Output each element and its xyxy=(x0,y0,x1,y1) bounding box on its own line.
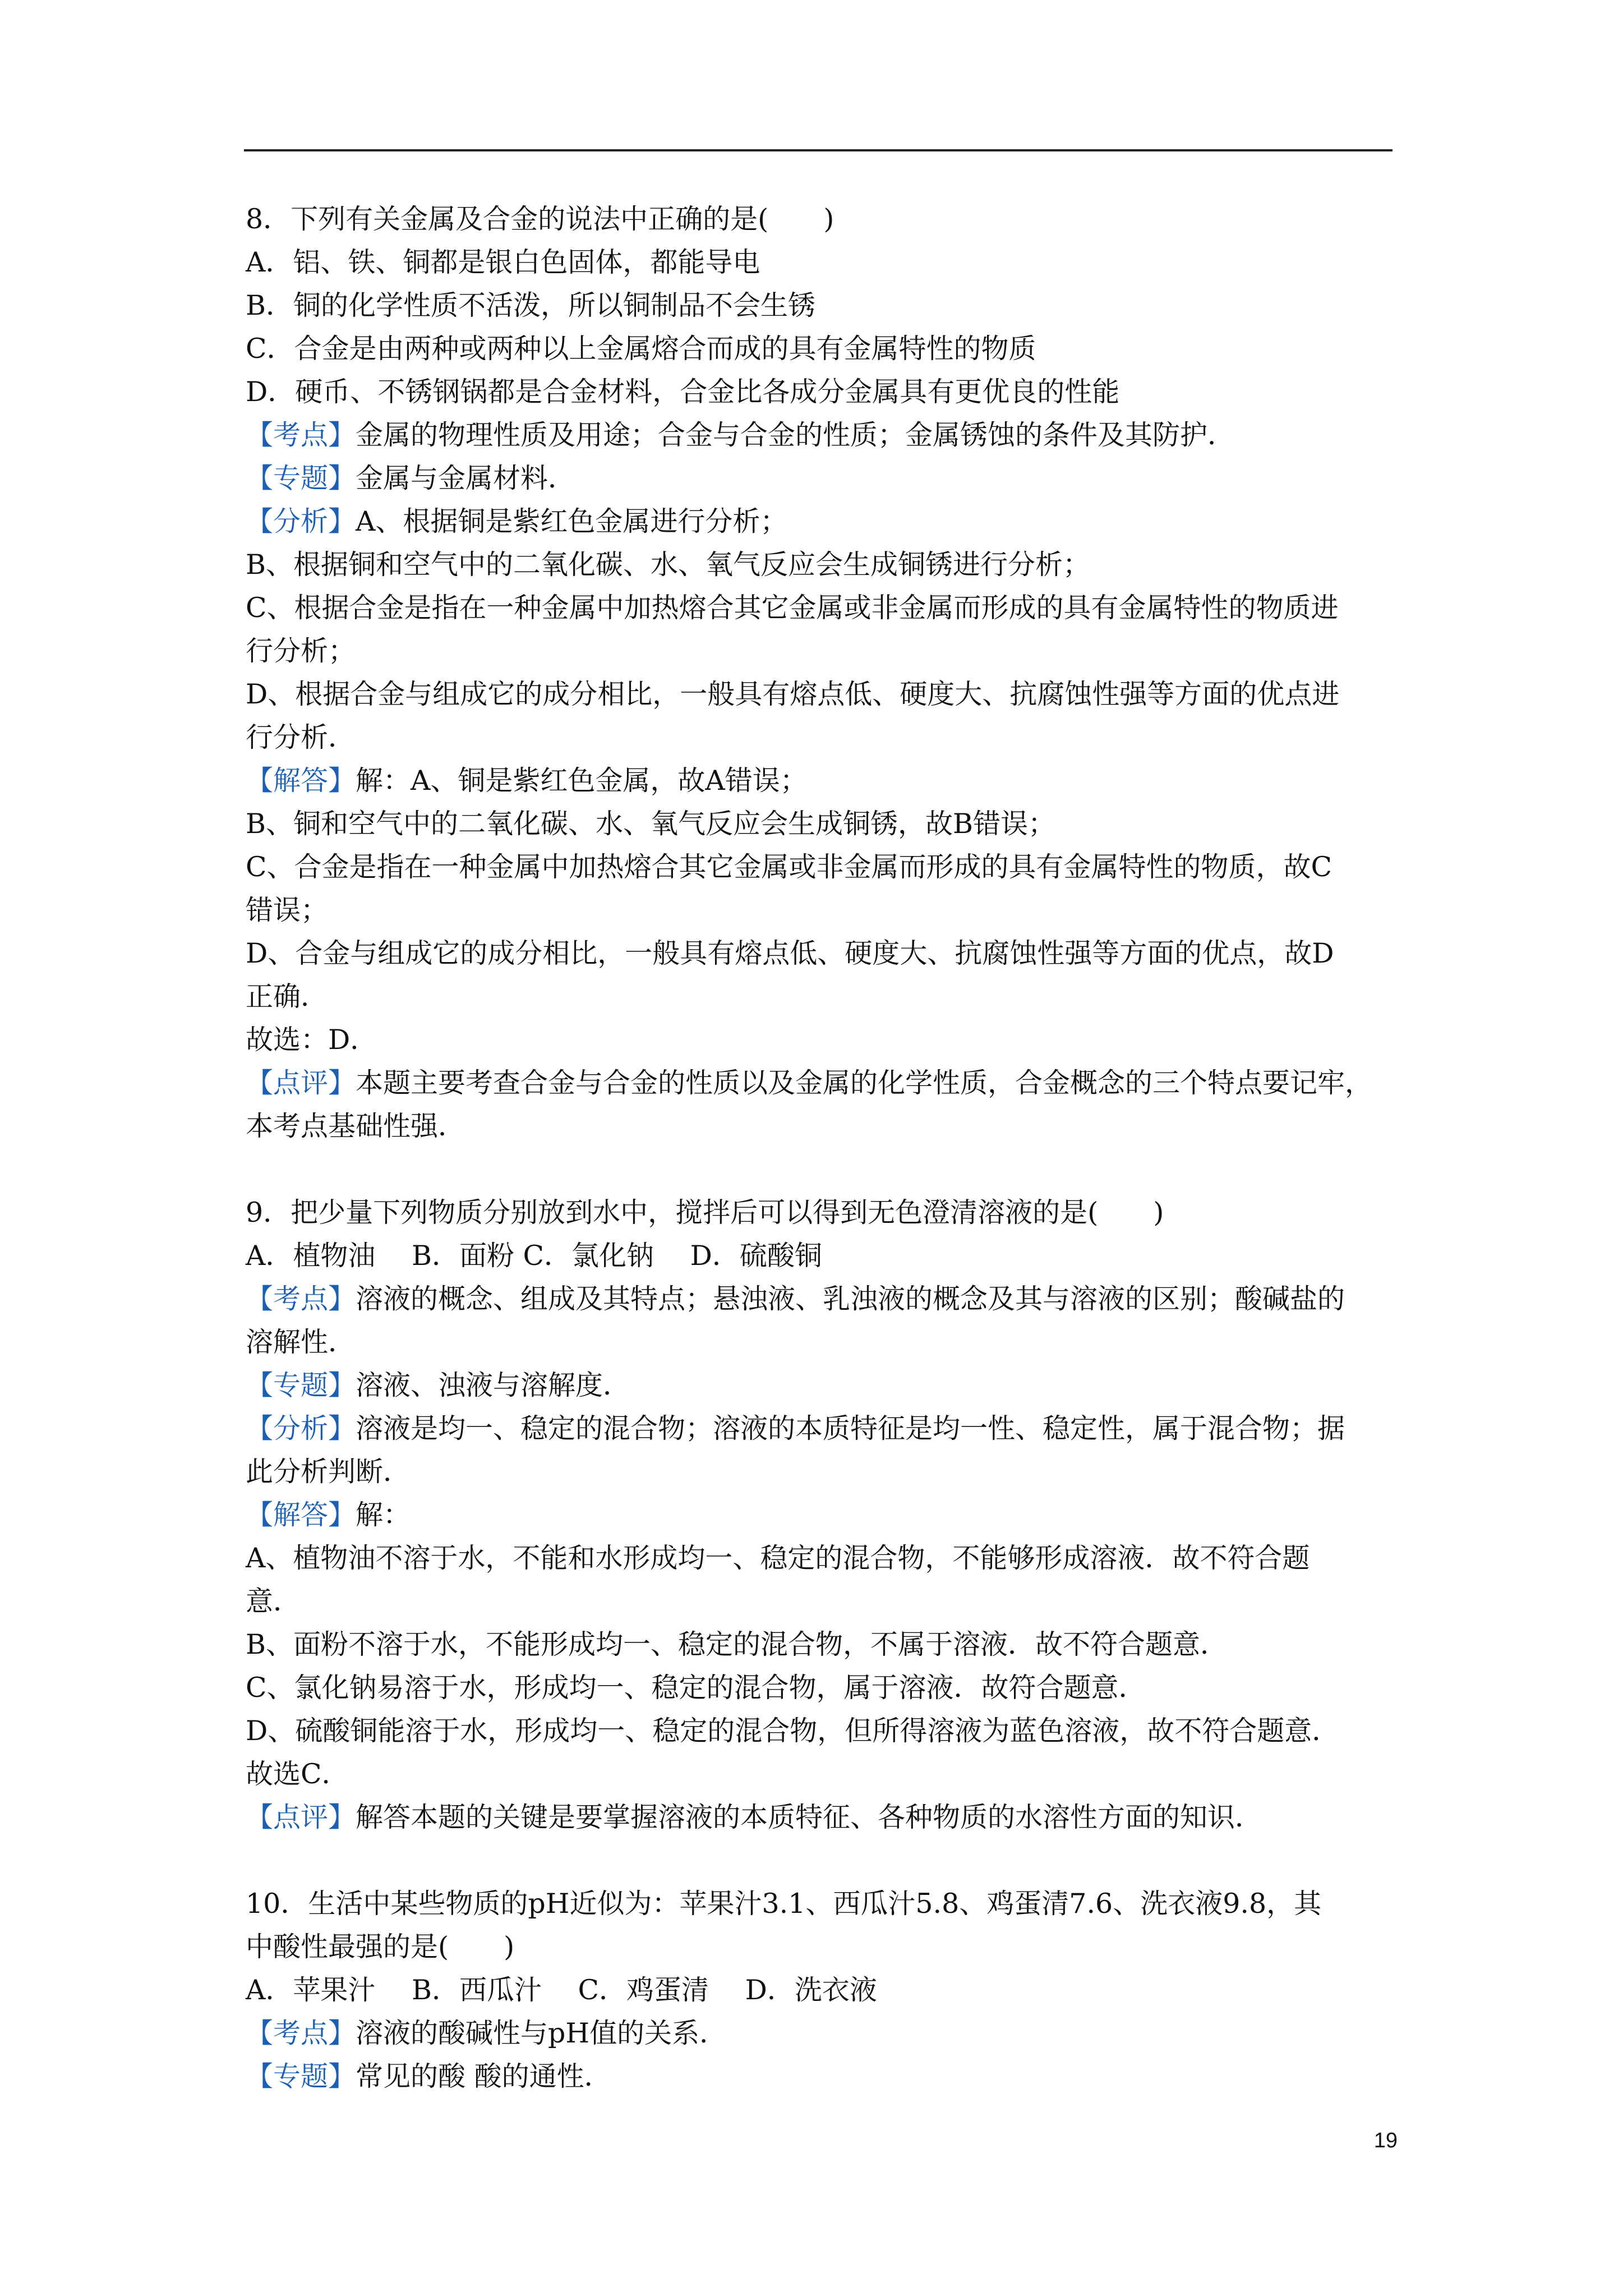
q8-jieda-line: 正确． xyxy=(246,981,329,1013)
q10-zhuanti-tag: 【专题】 xyxy=(246,2060,356,2092)
q8-fenxi xyxy=(246,500,1390,543)
q9-fenxi-line: 此分析判断． xyxy=(246,1456,411,1488)
q9-kaodian xyxy=(246,1277,1390,1320)
q9-dianping-tag: 【点评】 xyxy=(246,1801,356,1833)
q9-answer: 故选C． xyxy=(246,1758,349,1790)
q9-fenxi-tag: 【分析】 xyxy=(246,1412,356,1444)
q10-kaodian xyxy=(246,2012,1390,2055)
q8-fenxi-line: D、根据合金与组成它的成分相比，一般具有熔点低、硬度大、抗腐蚀性强等方面的优点进 xyxy=(246,678,1340,710)
q8-jieda-line: C、合金是指在一种金属中加热熔合其它金属或非金属而形成的具有金属特性的物质，故C xyxy=(246,851,1332,883)
q9-kaodian-line: 溶解性． xyxy=(246,1326,356,1358)
q9-stem: 9．把少量下列物质分别放到水中，搅拌后可以得到无色澄清溶液的是( ) xyxy=(246,1197,1164,1228)
q9-fenxi xyxy=(246,1407,1390,1450)
q8-jieda-tag: 【解答】 xyxy=(246,765,356,797)
spacer xyxy=(246,1839,1390,1882)
q8-kaodian xyxy=(246,413,1390,457)
q8-fenxi-line: 行分析． xyxy=(246,721,356,753)
page-content xyxy=(246,197,1390,2098)
q8-dianping-tag: 【点评】 xyxy=(246,1067,356,1099)
q9-jieda-text: 解： xyxy=(356,1499,411,1531)
q9-zhuanti-tag: 【专题】 xyxy=(246,1369,356,1401)
q9-dianping xyxy=(246,1796,1390,1839)
q8-fenxi-tag: 【分析】 xyxy=(246,505,356,537)
q9-jieda-line: B、面粉不溶于水，不能形成均一、稳定的混合物，不属于溶液．故不符合题意． xyxy=(246,1628,1228,1660)
q10-zhuanti xyxy=(246,2055,1390,2098)
q8-jieda xyxy=(246,759,1390,802)
q9-jieda xyxy=(246,1493,1390,1536)
q10-stem: 10．生活中某些物质的pH近似为：苹果汁3.1、西瓜汁5.8、鸡蛋清7.6、洗衣液9.8，其 xyxy=(246,1888,1322,1920)
q8-kaodian-tag: 【考点】 xyxy=(246,419,356,451)
page-number: 19 xyxy=(1373,2129,1398,2152)
q9-zhuanti xyxy=(246,1364,1390,1407)
q8-zhuanti-text: 金属与金属材料． xyxy=(356,462,576,494)
q9-dianping-text: 解答本题的关键是要掌握溶液的本质特征、各种物质的水溶性方面的知识． xyxy=(356,1801,1263,1833)
q9-jieda-line: C、氯化钠易溶于水，形成均一、稳定的混合物，属于溶液．故符合题意． xyxy=(246,1672,1146,1704)
q10-options: A．苹果汁 B．西瓜汁 C．鸡蛋清 D．洗衣液 xyxy=(246,1974,877,2006)
q9-jieda-line: 意． xyxy=(246,1585,301,1617)
q8-fenxi-line: 行分析； xyxy=(246,635,356,667)
q10-kaodian-tag: 【考点】 xyxy=(246,2017,356,2049)
q8-jieda-line: 错误； xyxy=(246,894,329,926)
q9-jieda-tag: 【解答】 xyxy=(246,1499,356,1531)
q8-option-d: D．硬币、不锈钢锅都是合金材料，合金比各成分金属具有更优良的性能 xyxy=(246,376,1120,408)
q8-jieda-text: 解：A、铜是紫红色金属，故A错误； xyxy=(356,765,808,797)
q8-option-b: B．铜的化学性质不活泼，所以铜制品不会生锈 xyxy=(246,289,816,321)
header-rule xyxy=(244,149,1393,151)
q8-zhuanti xyxy=(246,457,1390,500)
q10-kaodian-text: 溶液的酸碱性与pH值的关系． xyxy=(356,2017,727,2049)
q8-dianping xyxy=(246,1061,1390,1105)
q8-kaodian-text: 金属的物理性质及用途；合金与合金的性质；金属锈蚀的条件及其防护． xyxy=(356,419,1235,451)
spacer xyxy=(246,1148,1390,1191)
q9-jieda-line: D、硫酸铜能溶于水，形成均一、稳定的混合物，但所得溶液为蓝色溶液，故不符合题意． xyxy=(246,1715,1340,1747)
q9-fenxi-text: 溶液是均一、稳定的混合物；溶液的本质特征是均一性、稳定性，属于混合物；据 xyxy=(356,1412,1345,1444)
q8-fenxi-line: C、根据合金是指在一种金属中加热熔合其它金属或非金属而形成的具有金属特性的物质进 xyxy=(246,592,1339,624)
q8-dianping-line: 本考点基础性强． xyxy=(246,1110,466,1142)
q9-jieda-line: A、植物油不溶于水，不能和水形成均一、稳定的混合物，不能够形成溶液．故不符合题 xyxy=(246,1542,1310,1574)
q8-zhuanti-tag: 【专题】 xyxy=(246,462,356,494)
q8-jieda-line: D、合金与组成它的成分相比，一般具有熔点低、硬度大、抗腐蚀性强等方面的优点，故D xyxy=(246,937,1334,969)
q9-zhuanti-text: 溶液、浊液与溶解度． xyxy=(356,1369,631,1401)
q8-fenxi-text: A、根据铜是紫红色金属进行分析； xyxy=(356,505,788,537)
q8-answer: 故选：D． xyxy=(246,1024,378,1056)
q8-fenxi-line: B、根据铜和空气中的二氧化碳、水、氧气反应会生成铜锈进行分析； xyxy=(246,549,1091,581)
q10-zhuanti-text: 常见的酸 酸的通性． xyxy=(356,2060,612,2092)
q8-dianping-text: 本题主要考查合金与合金的性质以及金属的化学性质，合金概念的三个特点要记牢， xyxy=(356,1067,1373,1099)
q8-option-c: C．合金是由两种或两种以上金属熔合而成的具有金属特性的物质 xyxy=(246,333,1036,365)
q8-jieda-line: B、铜和空气中的二氧化碳、水、氧气反应会生成铜锈，故B错误； xyxy=(246,808,1056,840)
q9-options: A．植物油 B．面粉 C．氯化钠 D．硫酸铜 xyxy=(246,1240,822,1272)
q9-kaodian-text: 溶液的概念、组成及其特点；悬浊液、乳浊液的概念及其与溶液的区别；酸碱盐的 xyxy=(356,1283,1345,1315)
q8-option-a: A．铝、铁、铜都是银白色固体，都能导电 xyxy=(246,246,760,278)
q10-stem-line: 中酸性最强的是( ) xyxy=(246,1931,515,1963)
q8-stem: 8．下列有关金属及合金的说法中正确的是( ) xyxy=(246,203,834,235)
q9-kaodian-tag: 【考点】 xyxy=(246,1283,356,1315)
